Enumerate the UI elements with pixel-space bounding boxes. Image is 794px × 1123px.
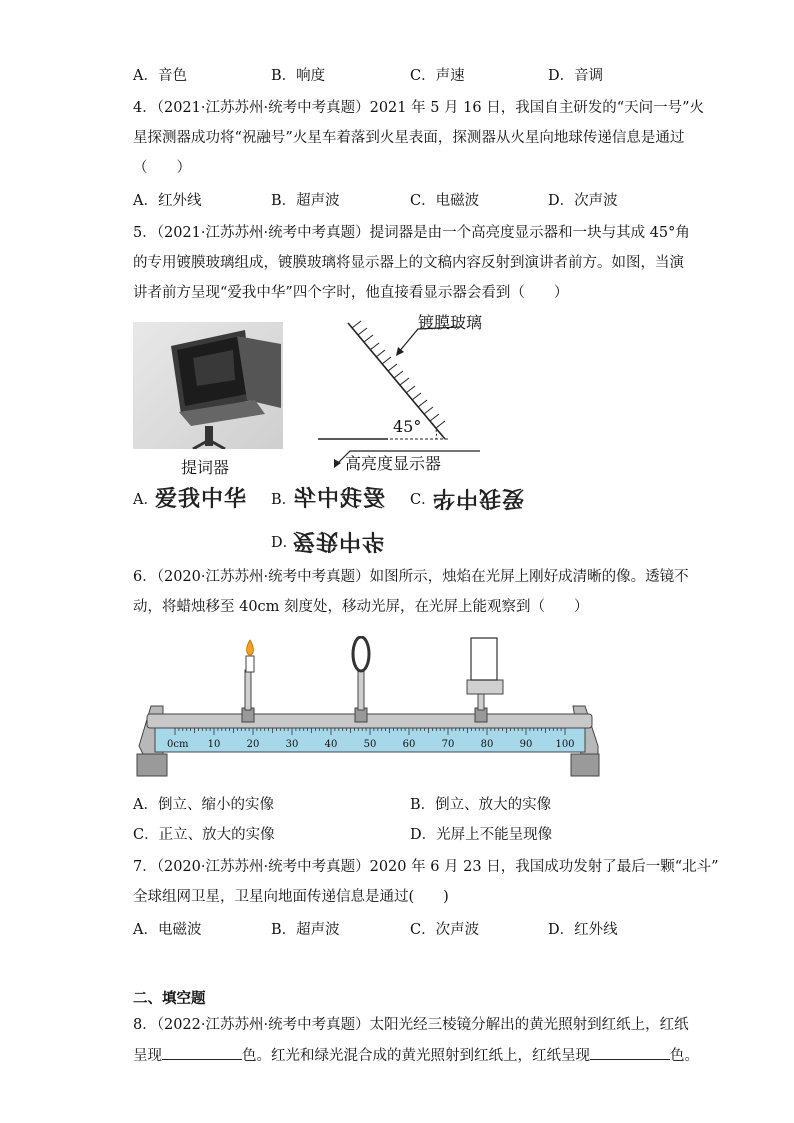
q6-option-d: D．光屏上不能呈现像	[410, 827, 553, 843]
mirror-hatching	[352, 321, 445, 428]
ruler-tick-label: 70	[441, 739, 455, 750]
q5-option-d-letter: D．	[271, 535, 298, 551]
q5-option-c-text: 爱我中华	[432, 485, 525, 510]
q6-option-a: A．倒立、缩小的实像	[133, 797, 274, 813]
q7-option-d: D．红外线	[548, 922, 618, 938]
teleprompter-illustration	[133, 322, 283, 449]
q4-option-a: A．红外线	[133, 193, 202, 209]
q4-stem-line2: 星探测器成功将“祝融号”火星车着落到火星表面，探测器从火星向地球传递信息是通过	[133, 130, 685, 146]
ruler-tick-label: 90	[519, 739, 533, 750]
section-title-fill-in: 二、填空题	[133, 991, 206, 1007]
q8-blank-2[interactable]	[590, 1045, 670, 1060]
ruler-tick-label: 100	[555, 739, 575, 750]
q8-text-b: 色。红光和绿光混合成的黄光照射到红纸上，红纸呈现	[242, 1048, 590, 1064]
q8-stem-line1: 8．（2022·江苏苏州·统考中考真题）太阳光经三棱镜分解出的黄光照射到红纸上，红纸	[133, 1017, 689, 1033]
q6-option-c: C．正立、放大的实像	[133, 827, 275, 843]
q3-option-c: C．声速	[410, 68, 465, 84]
angle-label: 45°	[393, 417, 422, 436]
q3-option-d: D．音调	[548, 68, 604, 84]
q7-option-b: B．超声波	[271, 922, 340, 938]
ruler-tick-label: 40	[324, 739, 338, 750]
optical-bench	[133, 636, 603, 778]
q8-blank-1[interactable]	[162, 1045, 242, 1060]
ruler-tick-label: 10	[207, 739, 221, 750]
q8-text-a: 呈现	[133, 1048, 162, 1064]
ruler-tick-label: 30	[285, 739, 299, 750]
q4-option-c: C．电磁波	[410, 193, 480, 209]
lens	[353, 637, 369, 722]
q5-option-a-text: 爱我中华	[155, 487, 248, 512]
q5-option-b-letter: B．	[271, 492, 297, 508]
ruler-tick-label: 60	[402, 739, 416, 750]
q4-option-d: D．次声波	[548, 193, 618, 209]
ruler-tick-label: 20	[246, 739, 260, 750]
q4-stem-line1: 4．（2021·江苏苏州·统考中考真题）2021 年 5 月 16 日，我国自主研发的“天问一号”火	[133, 100, 705, 116]
q3-option-a: A．音色	[133, 68, 187, 84]
q7-option-c: C．次声波	[410, 922, 480, 938]
q5-option-b-text: 爱我中华	[293, 487, 386, 512]
q5-option-d-text: 爱我中华	[293, 528, 386, 553]
q3-option-b: B．响度	[271, 68, 326, 84]
teleprompter-caption: 提词器	[181, 458, 230, 477]
mirror-label: 镀膜玻璃	[418, 313, 483, 332]
teleprompter-photo	[133, 322, 283, 449]
q4-option-b: B．超声波	[271, 193, 340, 209]
q5-stem-line3: 讲者前方呈现“爱我中华”四个字时，他直接看显示器会看到（ ）	[133, 285, 569, 301]
q7-stem-line1: 7．（2020·江苏苏州·统考中考真题）2020 年 6 月 23 日，我国成功发射了最后一颗“北斗”	[133, 859, 719, 875]
q8-stem-line2	[133, 1045, 699, 1066]
q7-option-a: A．电磁波	[133, 922, 202, 938]
ruler-tick-label: 0cm	[167, 739, 189, 750]
q5-option-c-letter: C．	[410, 492, 436, 508]
q6-option-b: B．倒立、放大的实像	[410, 797, 552, 813]
display-label: 高亮度显示器	[345, 454, 442, 473]
screen	[467, 638, 503, 722]
ruler-tick-label: 80	[480, 739, 494, 750]
q5-option-a-letter: A．	[133, 492, 158, 508]
q5-stem-line1: 5．（2021·江苏苏州·统考中考真题）提词器是由一个高亮度显示器和一块与其成 45°角	[133, 225, 690, 241]
q7-stem-line2: 全球组网卫星，卫星向地面传递信息是通过( )	[133, 889, 449, 905]
ruler-tick-label: 50	[363, 739, 377, 750]
q8-text-c: 色。	[670, 1048, 699, 1064]
q5-stem-line2: 的专用镀膜玻璃组成，镀膜玻璃将显示器上的文稿内容反射到演讲者前方。如图，当演	[133, 255, 684, 271]
q6-stem-line2: 动，将蜡烛移至 40cm 刻度处，移动光屏，在光屏上能观察到（ ）	[133, 599, 589, 615]
q6-stem-line1: 6．（2020·江苏苏州·统考中考真题）如图所示，烛焰在光屏上刚好成清晰的像。透镜不	[133, 569, 689, 585]
candle	[242, 640, 254, 722]
q4-stem-line3: （ ）	[133, 160, 191, 176]
